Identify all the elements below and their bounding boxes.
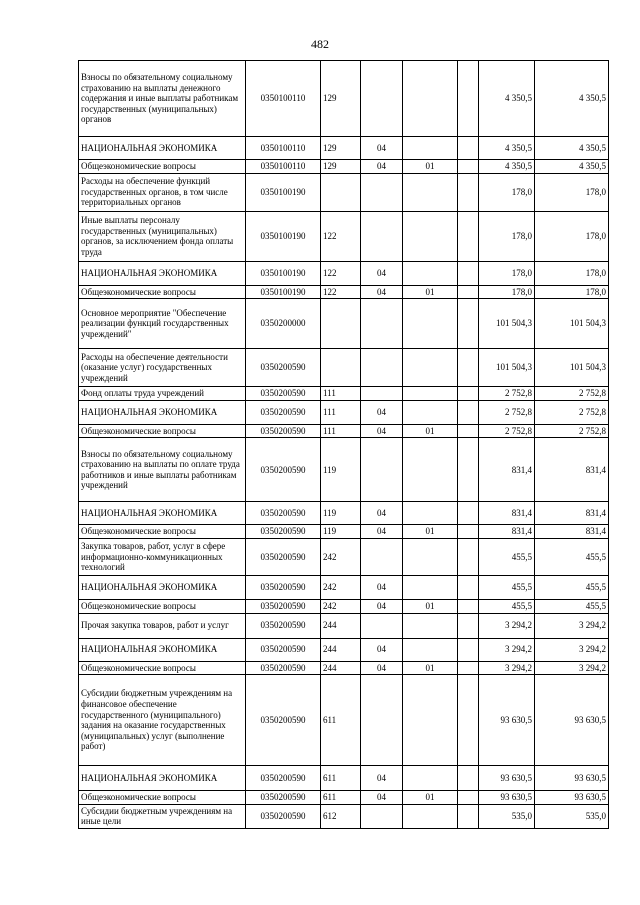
table-row xyxy=(79,261,609,285)
row-amount-1-cell xyxy=(458,525,479,539)
row-name-cell: НАЦИОНАЛЬНАЯ ЭКОНОМИКА xyxy=(79,575,246,599)
row-vr-cell: 244 xyxy=(321,638,361,661)
row-vr-cell: 119 xyxy=(321,438,361,502)
row-code-cell: 0350200590 xyxy=(246,349,321,387)
row-amount-2-cell: 178,0 xyxy=(479,261,535,285)
row-vr-cell: 111 xyxy=(321,400,361,424)
table-body xyxy=(79,61,609,829)
row-name-cell: Общеэкономические вопросы xyxy=(79,525,246,539)
row-amount-1-cell xyxy=(458,137,479,160)
row-amount-1-cell xyxy=(458,766,479,791)
row-vr-cell: 242 xyxy=(321,575,361,599)
row-amount-3-cell: 3 294,2 xyxy=(535,638,609,661)
row-code-cell: 0350200590 xyxy=(246,575,321,599)
row-rz-cell: 04 xyxy=(361,766,403,791)
row-vr-cell xyxy=(321,299,361,349)
row-amount-3-cell: 178,0 xyxy=(535,173,609,211)
row-rz-cell: 04 xyxy=(361,638,403,661)
table-row xyxy=(79,211,609,261)
row-name-cell: Расходы на обеспечение деятельности (оказание услуг) государственных учреждений xyxy=(79,349,246,387)
row-rz-cell xyxy=(361,349,403,387)
row-amount-3-cell: 535,0 xyxy=(535,804,609,828)
row-amount-2-cell: 178,0 xyxy=(479,173,535,211)
row-rz-cell: 04 xyxy=(361,525,403,539)
row-name-cell: Основное мероприятие "Обеспечение реализации функций государственных учреждений" xyxy=(79,299,246,349)
row-vr-cell: 122 xyxy=(321,261,361,285)
row-code-cell: 0350200590 xyxy=(246,675,321,766)
row-amount-3-cell: 2 752,8 xyxy=(535,387,609,401)
row-amount-3-cell: 93 630,5 xyxy=(535,766,609,791)
row-pr-cell: 01 xyxy=(403,791,458,805)
row-amount-2-cell: 3 294,2 xyxy=(479,638,535,661)
row-code-cell: 0350100110 xyxy=(246,160,321,174)
row-amount-2-cell: 455,5 xyxy=(479,599,535,613)
row-rz-cell: 04 xyxy=(361,137,403,160)
row-amount-3-cell: 93 630,5 xyxy=(535,675,609,766)
row-amount-3-cell: 101 504,3 xyxy=(535,349,609,387)
row-code-cell: 0350200590 xyxy=(246,613,321,638)
table-row xyxy=(79,400,609,424)
row-amount-1-cell xyxy=(458,387,479,401)
row-amount-3-cell: 93 630,5 xyxy=(535,791,609,805)
table-row xyxy=(79,285,609,299)
table-row xyxy=(79,61,609,137)
row-code-cell: 0350100190 xyxy=(246,173,321,211)
table-row xyxy=(79,387,609,401)
row-amount-3-cell: 455,5 xyxy=(535,538,609,575)
row-rz-cell: 04 xyxy=(361,424,403,438)
row-code-cell: 0350100110 xyxy=(246,61,321,137)
row-code-cell: 0350200590 xyxy=(246,766,321,791)
row-name-cell: Расходы на обеспечение функций государственных органов, в том числе территориальных органов xyxy=(79,173,246,211)
row-pr-cell xyxy=(403,538,458,575)
row-rz-cell xyxy=(361,804,403,828)
row-code-cell: 0350200590 xyxy=(246,638,321,661)
row-amount-3-cell: 178,0 xyxy=(535,211,609,261)
row-amount-1-cell xyxy=(458,160,479,174)
row-amount-3-cell: 3 294,2 xyxy=(535,613,609,638)
table-row xyxy=(79,638,609,661)
table-row xyxy=(79,173,609,211)
row-code-cell: 0350100110 xyxy=(246,137,321,160)
row-rz-cell xyxy=(361,173,403,211)
row-code-cell: 0350200590 xyxy=(246,400,321,424)
row-amount-1-cell xyxy=(458,173,479,211)
row-rz-cell: 04 xyxy=(361,160,403,174)
row-pr-cell xyxy=(403,137,458,160)
row-code-cell: 0350200590 xyxy=(246,791,321,805)
row-vr-cell: 111 xyxy=(321,387,361,401)
row-vr-cell xyxy=(321,349,361,387)
row-vr-cell: 129 xyxy=(321,61,361,137)
row-name-cell: Общеэкономические вопросы xyxy=(79,160,246,174)
row-name-cell: Субсидии бюджетным учреждениям на финансовое обеспечение государственного (муниципального) задания на оказание государственных (муниципальных) услуг (выполнение работ) xyxy=(79,675,246,766)
row-pr-cell xyxy=(403,804,458,828)
row-amount-3-cell: 831,4 xyxy=(535,502,609,525)
table-row xyxy=(79,661,609,675)
row-pr-cell xyxy=(403,400,458,424)
row-pr-cell xyxy=(403,575,458,599)
row-rz-cell: 04 xyxy=(361,502,403,525)
row-vr-cell: 122 xyxy=(321,211,361,261)
row-pr-cell xyxy=(403,638,458,661)
row-rz-cell xyxy=(361,438,403,502)
row-name-cell: НАЦИОНАЛЬНАЯ ЭКОНОМИКА xyxy=(79,400,246,424)
row-rz-cell: 04 xyxy=(361,661,403,675)
table-row xyxy=(79,613,609,638)
row-name-cell: НАЦИОНАЛЬНАЯ ЭКОНОМИКА xyxy=(79,137,246,160)
row-amount-2-cell: 4 350,5 xyxy=(479,160,535,174)
row-name-cell: НАЦИОНАЛЬНАЯ ЭКОНОМИКА xyxy=(79,638,246,661)
table-row xyxy=(79,766,609,791)
row-amount-1-cell xyxy=(458,661,479,675)
row-amount-2-cell: 4 350,5 xyxy=(479,137,535,160)
row-code-cell: 0350200590 xyxy=(246,599,321,613)
row-name-cell: Общеэкономические вопросы xyxy=(79,285,246,299)
row-vr-cell: 611 xyxy=(321,791,361,805)
row-code-cell: 0350200590 xyxy=(246,804,321,828)
row-name-cell: Общеэкономические вопросы xyxy=(79,599,246,613)
row-pr-cell xyxy=(403,675,458,766)
row-name-cell: Прочая закупка товаров, работ и услуг xyxy=(79,613,246,638)
row-vr-cell: 119 xyxy=(321,502,361,525)
row-pr-cell xyxy=(403,211,458,261)
page-number: 482 xyxy=(311,37,329,51)
row-rz-cell: 04 xyxy=(361,285,403,299)
row-code-cell: 0350200590 xyxy=(246,438,321,502)
row-amount-3-cell: 455,5 xyxy=(535,575,609,599)
row-rz-cell xyxy=(361,211,403,261)
row-pr-cell: 01 xyxy=(403,599,458,613)
row-pr-cell xyxy=(403,261,458,285)
row-vr-cell xyxy=(321,173,361,211)
row-amount-2-cell: 535,0 xyxy=(479,804,535,828)
row-amount-2-cell: 2 752,8 xyxy=(479,424,535,438)
row-amount-1-cell xyxy=(458,638,479,661)
row-amount-1-cell xyxy=(458,261,479,285)
row-amount-2-cell: 93 630,5 xyxy=(479,791,535,805)
row-amount-3-cell: 178,0 xyxy=(535,285,609,299)
table-row xyxy=(79,538,609,575)
row-pr-cell xyxy=(403,502,458,525)
row-vr-cell: 129 xyxy=(321,137,361,160)
row-amount-1-cell xyxy=(458,299,479,349)
row-name-cell: НАЦИОНАЛЬНАЯ ЭКОНОМИКА xyxy=(79,502,246,525)
row-vr-cell: 611 xyxy=(321,766,361,791)
row-amount-2-cell: 3 294,2 xyxy=(479,661,535,675)
row-amount-1-cell xyxy=(458,575,479,599)
row-code-cell: 0350200590 xyxy=(246,661,321,675)
table-row xyxy=(79,160,609,174)
row-amount-2-cell: 831,4 xyxy=(479,525,535,539)
row-rz-cell xyxy=(361,538,403,575)
row-code-cell: 0350200590 xyxy=(246,525,321,539)
row-amount-2-cell: 455,5 xyxy=(479,575,535,599)
row-amount-3-cell: 831,4 xyxy=(535,438,609,502)
row-amount-3-cell: 4 350,5 xyxy=(535,137,609,160)
row-amount-2-cell: 2 752,8 xyxy=(479,400,535,424)
row-amount-3-cell: 2 752,8 xyxy=(535,424,609,438)
row-amount-3-cell: 4 350,5 xyxy=(535,61,609,137)
table-row xyxy=(79,502,609,525)
table-row xyxy=(79,599,609,613)
row-vr-cell: 111 xyxy=(321,424,361,438)
row-rz-cell xyxy=(361,299,403,349)
row-amount-1-cell xyxy=(458,211,479,261)
row-vr-cell: 244 xyxy=(321,661,361,675)
row-vr-cell: 119 xyxy=(321,525,361,539)
row-amount-1-cell xyxy=(458,400,479,424)
row-amount-3-cell: 4 350,5 xyxy=(535,160,609,174)
row-code-cell: 0350200590 xyxy=(246,387,321,401)
table-row xyxy=(79,804,609,828)
table-row xyxy=(79,675,609,766)
table-row xyxy=(79,349,609,387)
row-amount-3-cell: 455,5 xyxy=(535,599,609,613)
row-rz-cell: 04 xyxy=(361,261,403,285)
row-name-cell: Взносы по обязательному социальному страхованию на выплаты по оплате труда работников и иные выплаты работникам учреждений xyxy=(79,438,246,502)
row-pr-cell xyxy=(403,173,458,211)
row-code-cell: 0350200590 xyxy=(246,538,321,575)
row-code-cell: 0350200590 xyxy=(246,424,321,438)
row-name-cell: Взносы по обязательному социальному страхованию на выплаты денежного содержания и иные выплаты работникам государственных (муниципальных) органов xyxy=(79,61,246,137)
row-amount-1-cell xyxy=(458,285,479,299)
table-row xyxy=(79,299,609,349)
row-amount-1-cell xyxy=(458,675,479,766)
row-vr-cell: 611 xyxy=(321,675,361,766)
row-amount-2-cell: 93 630,5 xyxy=(479,675,535,766)
row-name-cell: Общеэкономические вопросы xyxy=(79,424,246,438)
row-vr-cell: 244 xyxy=(321,613,361,638)
table-row xyxy=(79,575,609,599)
row-code-cell: 0350100190 xyxy=(246,211,321,261)
row-pr-cell: 01 xyxy=(403,285,458,299)
row-pr-cell: 01 xyxy=(403,661,458,675)
row-pr-cell xyxy=(403,766,458,791)
row-pr-cell xyxy=(403,387,458,401)
row-pr-cell: 01 xyxy=(403,160,458,174)
row-amount-1-cell xyxy=(458,538,479,575)
row-amount-1-cell xyxy=(458,349,479,387)
table-row xyxy=(79,791,609,805)
row-vr-cell: 122 xyxy=(321,285,361,299)
row-amount-3-cell: 831,4 xyxy=(535,525,609,539)
row-amount-1-cell xyxy=(458,424,479,438)
row-name-cell: Субсидии бюджетным учреждениям на иные цели xyxy=(79,804,246,828)
row-amount-2-cell: 4 350,5 xyxy=(479,61,535,137)
row-rz-cell: 04 xyxy=(361,791,403,805)
row-name-cell: Иные выплаты персоналу государственных (муниципальных) органов, за исключением фонда оплаты труда xyxy=(79,211,246,261)
table-row xyxy=(79,424,609,438)
row-pr-cell xyxy=(403,61,458,137)
row-vr-cell: 129 xyxy=(321,160,361,174)
row-amount-3-cell: 3 294,2 xyxy=(535,661,609,675)
row-amount-2-cell: 178,0 xyxy=(479,211,535,261)
budget-table xyxy=(78,60,609,829)
table-row xyxy=(79,137,609,160)
row-amount-1-cell xyxy=(458,61,479,137)
row-amount-2-cell: 101 504,3 xyxy=(479,349,535,387)
table-row xyxy=(79,438,609,502)
row-rz-cell: 04 xyxy=(361,575,403,599)
row-amount-1-cell xyxy=(458,791,479,805)
row-name-cell: Общеэкономические вопросы xyxy=(79,661,246,675)
row-amount-1-cell xyxy=(458,613,479,638)
row-amount-2-cell: 101 504,3 xyxy=(479,299,535,349)
row-pr-cell: 01 xyxy=(403,424,458,438)
row-pr-cell xyxy=(403,299,458,349)
table-row xyxy=(79,525,609,539)
row-amount-3-cell: 101 504,3 xyxy=(535,299,609,349)
row-name-cell: Общеэкономические вопросы xyxy=(79,791,246,805)
row-amount-1-cell xyxy=(458,438,479,502)
row-name-cell: НАЦИОНАЛЬНАЯ ЭКОНОМИКА xyxy=(79,261,246,285)
row-amount-2-cell: 831,4 xyxy=(479,502,535,525)
row-rz-cell xyxy=(361,61,403,137)
row-amount-1-cell xyxy=(458,804,479,828)
row-code-cell: 0350100190 xyxy=(246,285,321,299)
row-pr-cell xyxy=(403,613,458,638)
row-amount-2-cell: 178,0 xyxy=(479,285,535,299)
row-amount-2-cell: 2 752,8 xyxy=(479,387,535,401)
row-amount-2-cell: 831,4 xyxy=(479,438,535,502)
row-pr-cell: 01 xyxy=(403,525,458,539)
row-code-cell: 0350200000 xyxy=(246,299,321,349)
row-amount-3-cell: 178,0 xyxy=(535,261,609,285)
row-pr-cell xyxy=(403,438,458,502)
row-amount-1-cell xyxy=(458,599,479,613)
row-vr-cell: 242 xyxy=(321,599,361,613)
row-name-cell: Фонд оплаты труда учреждений xyxy=(79,387,246,401)
row-amount-2-cell: 3 294,2 xyxy=(479,613,535,638)
row-name-cell: НАЦИОНАЛЬНАЯ ЭКОНОМИКА xyxy=(79,766,246,791)
row-amount-2-cell: 455,5 xyxy=(479,538,535,575)
row-amount-2-cell: 93 630,5 xyxy=(479,766,535,791)
row-amount-3-cell: 2 752,8 xyxy=(535,400,609,424)
row-rz-cell: 04 xyxy=(361,400,403,424)
row-rz-cell xyxy=(361,675,403,766)
row-code-cell: 0350100190 xyxy=(246,261,321,285)
row-rz-cell xyxy=(361,387,403,401)
row-rz-cell xyxy=(361,613,403,638)
row-amount-1-cell xyxy=(458,502,479,525)
row-code-cell: 0350200590 xyxy=(246,502,321,525)
row-vr-cell: 242 xyxy=(321,538,361,575)
row-pr-cell xyxy=(403,349,458,387)
row-name-cell: Закупка товаров, работ, услуг в сфере информационно-коммуникационных технологий xyxy=(79,538,246,575)
row-rz-cell: 04 xyxy=(361,599,403,613)
row-vr-cell: 612 xyxy=(321,804,361,828)
